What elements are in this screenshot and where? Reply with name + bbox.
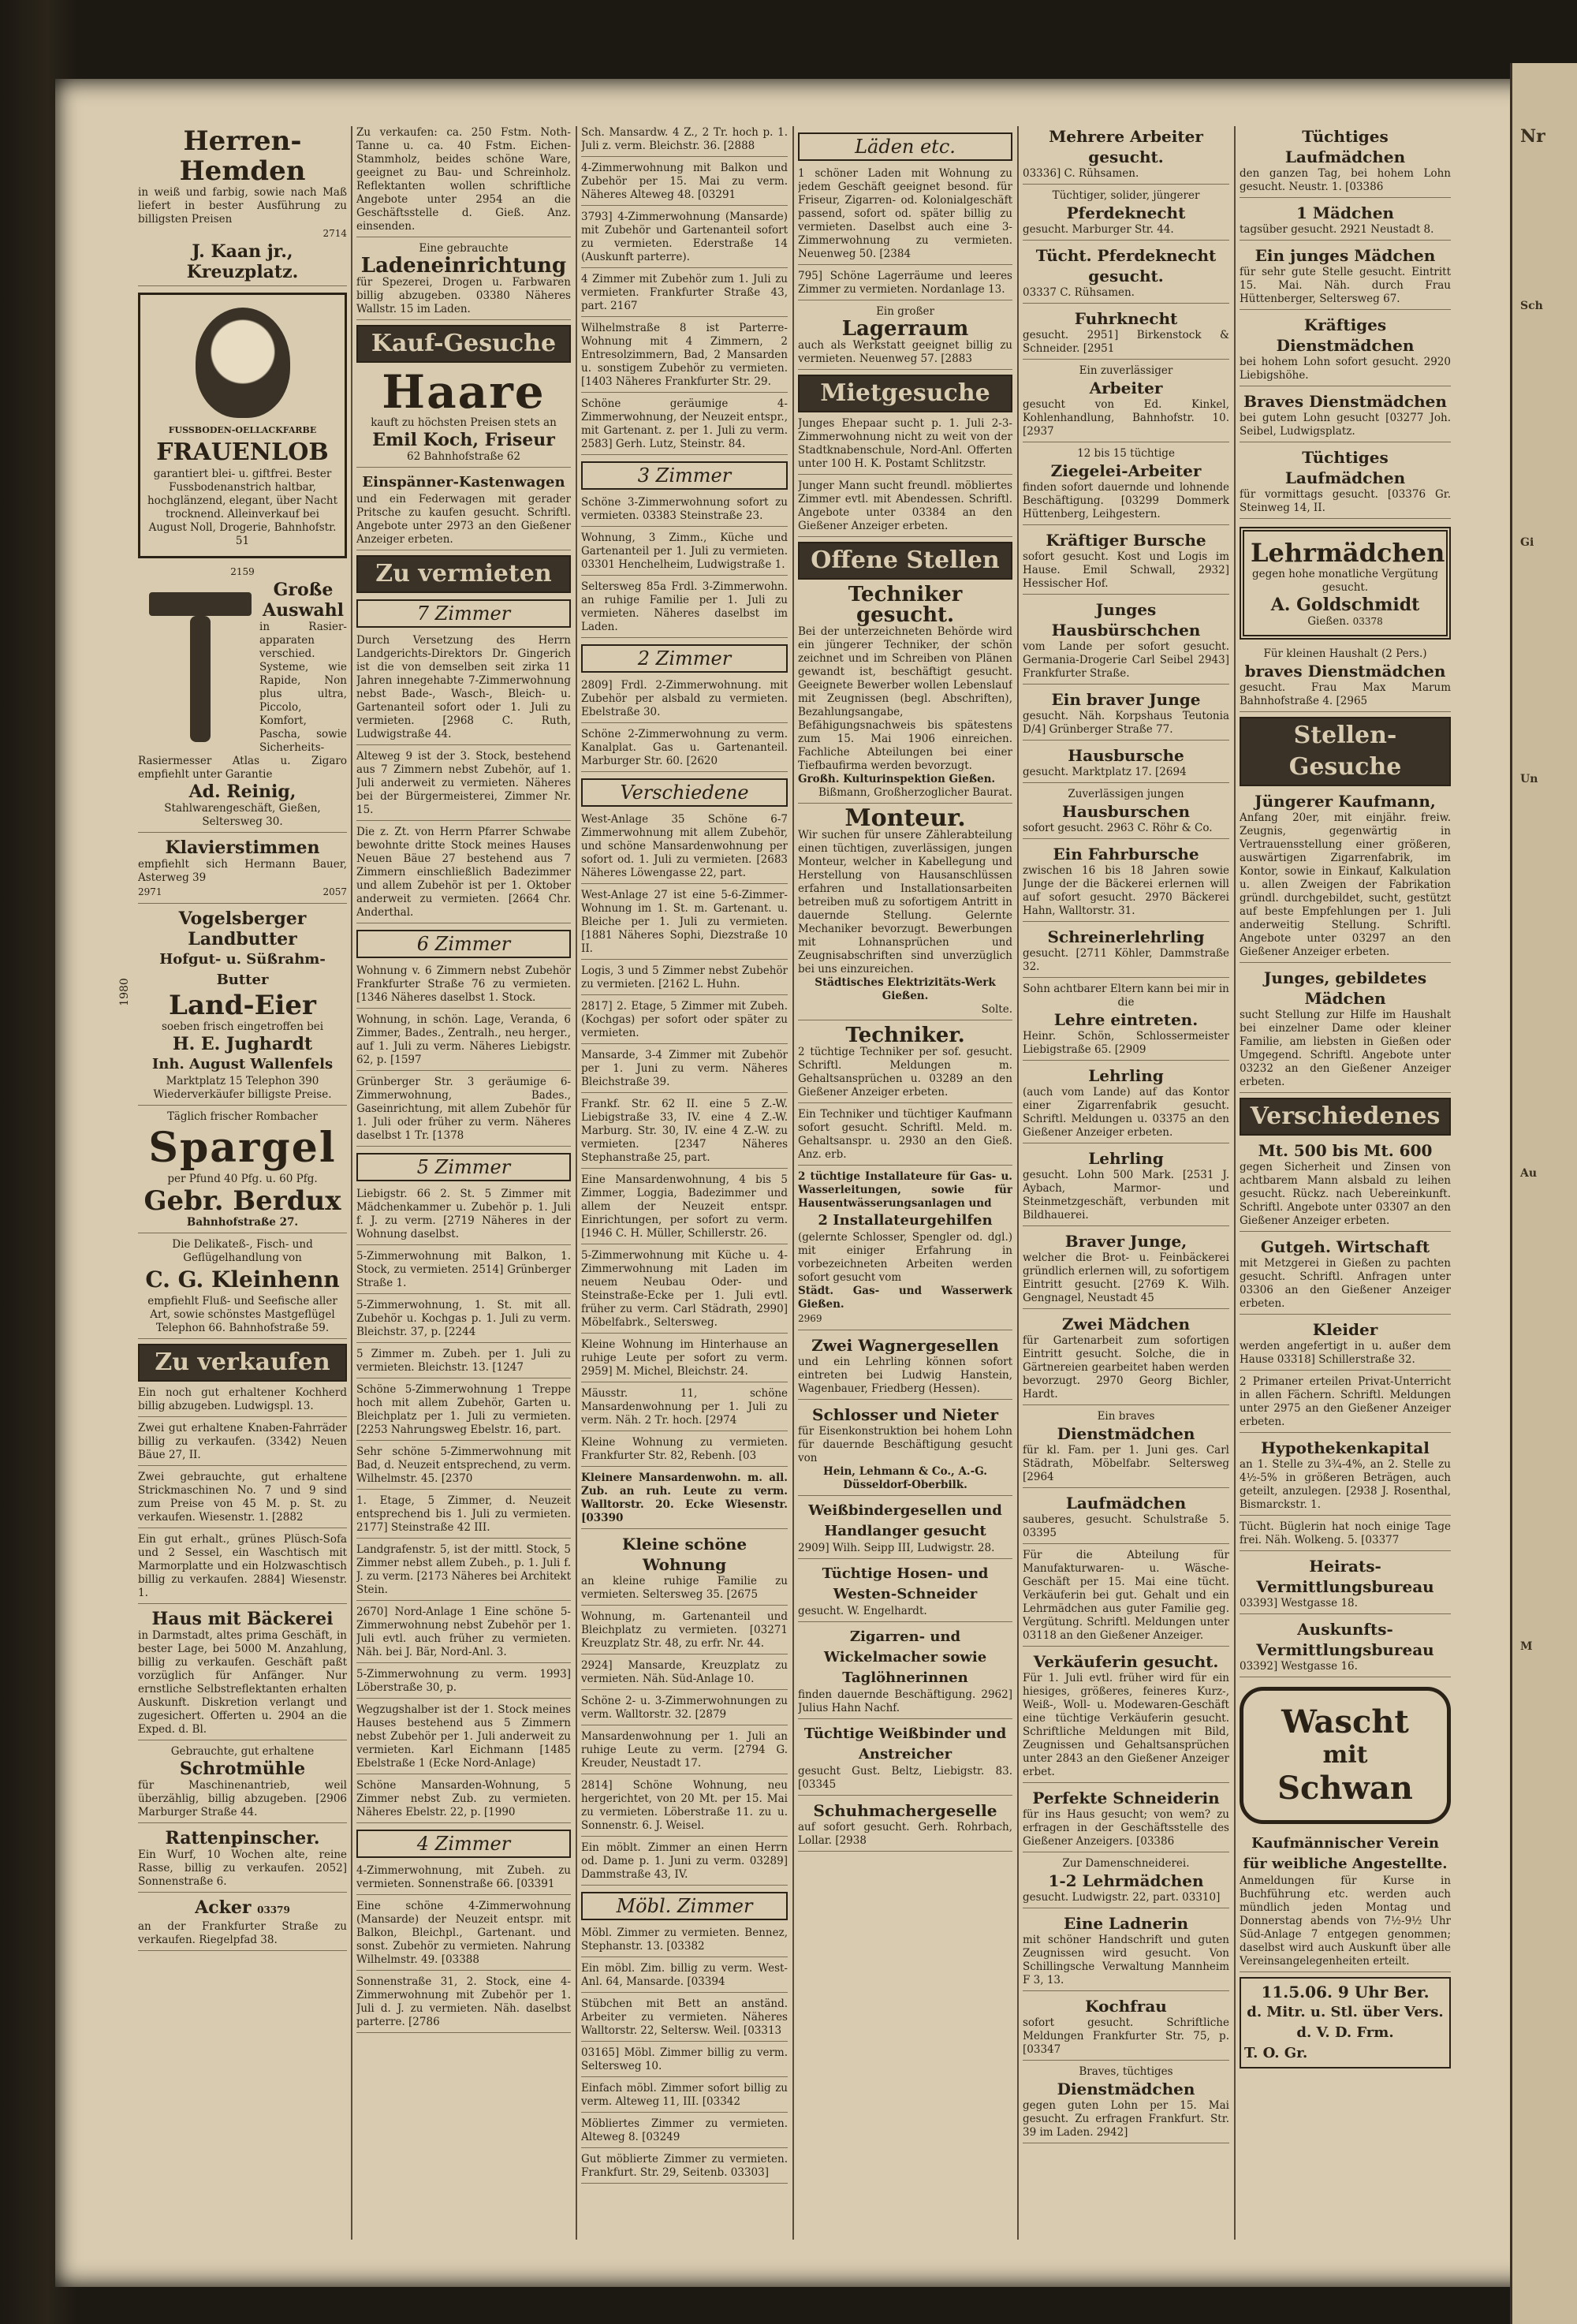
ad-frauenlob: FUSSBODEN-OELLACKFARBE FRAUENLOB garantiert blei- u. giftfrei. Bester Fussbodenanstrich haltbar, hochglänzend, elegant, über Nacht trocknend. Alleinverkauf bei August Noll, Drogerie, Bahnhofstr. 51 [138,293,347,558]
classified-item: Die z. Zt. von Herrn Pfarrer Schwabe bewohnte dritte Stock meines Hauses Neuen Bäue 27 bestehend aus 7 Zimmern einschließlich Badezimmer und allem Zubehör ist per 1. Oktober anderweit zu vermieten. [2664 Chr. Anderthal. [356,826,571,923]
ad-technician: Techniker gesucht. Bei der unterzeichneten Behörde wird ein jüngerer Techniker, der schön zeichnet und im Schreiben von Plänen gewandt ist, beschäftigt gesucht. Geeignete Bewerber wollen Lebenslauf mit Zeugnissen (begl. Abschriften), Bezahlungsangabe, Befähigungsnachweis bis spätestens zum 15. Mai 1906 einreichen. Fachliche Abteilungen bei einer Tiefbaufirma werden bevorzugt. Großh. Kulturinspektion Gießen. Bißmann, Großherzoglicher Baurat. [798,584,1012,804]
classified-ad: Ein junges Mädchen für sehr gute Stelle gesucht. Eintritt 15. Mai. Näh. durch Frau Hüttenberger, Seltersweg 67. [1240,245,1451,310]
woman-portrait-illustration [196,308,290,418]
classified-item: 2670] Nord-Anlage 1 Eine schöne 5-Zimmerwohnung nebst Zubehör per 1. Juli evtl. auch früher zu vermieten. Näh. bei J. Bär, Nord-Anl. 3. [356,1606,571,1663]
ad-title: Lehre eintreten. [1053,1010,1199,1029]
ad-title: Braver Junge, [1064,1232,1187,1251]
column-6 [1240,126,1451,2240]
ad-merchant-association: Kaufmännischer Verein für weibliche Angestellte. Anmeldungen für Kurse in Buchführung etc. werden auch mündlich jeden Montag und Donnerstag abends von 7½-9½ Uhr Süd-Anlage 7 entgegen genommen; daselbst wird auch Auskunft über alle Vereinsangelegenheiten erteilt. [1240,1833,1451,1972]
ad-title: Ziegelei-Arbeiter [1050,461,1202,480]
classified-item: Ein noch gut erhaltener Kochherd billig abzugeben. Ludwigspl. 13. [138,1386,347,1417]
ad-title: Tüchtiges Laufmädchen [1284,448,1406,487]
ad-title: Lehrling [1088,1149,1164,1168]
classified-item: Landgrafenstr. 5, ist der mittl. Stock, 5 Zimmer nebst allem Zubeh., p. 1. Juli f. J. zu verm. [2173 Näheres bei Architekt Stein. [356,1543,571,1601]
ad-asparagus: Täglich frischer Rombacher Spargel per Pfund 40 Pfg. u. 60 Pfg. Gebr. Berdux Bahnhofstraße 27. [138,1110,347,1233]
classified-item: Kleine Wohnung zu vermieten. Frankfurter Str. 82, Rebenh. [03 [581,1436,788,1467]
classified-item: 4-Zimmerwohnung mit Balkon und Zubehör per 15. Mai zu verm. Näheres Alteweg 48. [03291 [581,162,788,206]
classified-ad: Tüchtiges Laufmädchen für vormittags gesucht. [03376 Gr. Steinweg 14, II. [1240,447,1451,519]
classified-item: Zu verkaufen: ca. 250 Fstm. Noth-Tanne u. ca. 40 Fstm. Eichen-Stammholz, beides schöne Ware, geeignet zu Bau- und Schreinholz. Reflektanten wollen schriftliche Angebote unter 2954 an die Geschäftsstelle d. Gieß. Anz. einsenden. [356,126,571,237]
classified-item: Ein Techniker und tüchtiger Kaufmann sofort gesucht. Schriftl. Meld. m. Gehaltsanspr. u. 2930 an den Gieß. Anz. erb. [798,1108,1012,1166]
ad-title: Tüchtiges Laufmädchen [1284,127,1406,166]
classified-item: Schöne Mansarden-Wohnung, 5 Zimmer nebst Zub. zu vermieten. Näheres Ebelstr. 22, p. [1990 [356,1779,571,1823]
classified-ad: 1 Mädchen tagsüber gesucht. 2921 Neustadt 8. [1240,203,1451,241]
classified-item: West-Anlage 27 ist eine 5-6-Zimmer-Wohnung im 1. St. m. Gartenant. u. Bleiche per 1. Juli zu vermieten. [1881 Näheres Sophi, Diezstraße 10 II. [581,889,788,960]
ad-title: Ein braver Junge [1051,690,1201,709]
ad-hair: Haare kauft zu höchsten Preisen stets an Emil Koch, Friseur 62 Bahnhofstraße 62 [356,367,571,468]
classified-item: Seltersweg 85a Frdl. 3-Zimmerwohn. an ruhige Familie per 1. Juli zu vermieten. Näheres daselbst im Laden. [581,580,788,638]
section-band-situations-wanted: Stellen-Gesuche [1240,717,1451,786]
classified-item: Grünberger Str. 3 geräumige 6-Zimmerwohnung, Bades., Gaseinrichtung, mit allem Zubehör für 1. Juli oder früher zu verm. Näheres daselbst 1 Tr. [1378 [356,1076,571,1147]
subheading-2-rooms: 2 Zimmer [581,644,788,673]
section-band-vacancies: Offene Stellen [798,542,1012,580]
ad-bakery-house: Haus mit Bäckerei in Darmstadt, altes prima Geschäft, in bester Lage, bei 5000 M. Anzahlung, billig zu verkaufen. Geschäft paßt vorzüglich für Anfänger. Nur ernstliche Selbstreflektanten erhalten Auskunft. Diskretion verlangt und zugesichert. Offerten u. 2904 an die Exped. d. Bl. [138,1609,347,1740]
classified-item: 4-Zimmerwohnung, mit Zubeh. zu vermieten. Sonnenstraße 66. [03391 [356,1864,571,1895]
ad-title: Junges, gebildetes Mädchen [1263,968,1427,1008]
ad-title: Mt. 500 bis Mt. 600 [1258,1141,1433,1160]
razor-illustration [141,584,259,750]
classified-item: Durch Versetzung des Herrn Landgerichts-Direktors Dr. Gingerich ist die von demselben seit zirka 11 Jahren innegehabte 7-Zimmerwohnung nebst Bade-, Wasch-, Bleich- u. Gartenanteil sofort oder 1. Juli zu vermieten. [2968 C. Ruth, Ludwigstraße 44. [356,634,571,745]
classified-item: Gut möblierte Zimmer zu vermieten. Frankfurt. Str. 29, Seitenb. 03303] [581,2153,788,2184]
classified-item: Schöne 5-Zimmerwohnung 1 Treppe hoch mit allem Zubehör, Garten u. Bleichplatz per 1. Juli zu vermieten. [2253 Nahrungsweg Ebelstr. 16, part. [356,1383,571,1441]
classified-item: Zwei gebrauchte, gut erhaltene Strickmaschinen No. 7 und 9 sind zum Preise von 45 M. p. St. zu verkaufen. Wiesenstr. 1. [2882 [138,1471,347,1528]
classified-ad: Tüchtiger, solider, jüngerer Pferdeknecht gesucht. Marburger Str. 44. [1023,189,1229,241]
classified-ad: Kochfrau sofort gesucht. Schriftliche Meldungen Frankfurter Str. 75, p. [03347 [1023,1996,1229,2061]
ad-shop-fittings: Eine gebrauchte Ladeneinrichtung für Spezerei, Drogen u. Farbwaren billig abzugeben. 03380 Näheres Wallstr. 15 im Laden. [356,242,571,320]
ad-title: Hypothekenkapital [1261,1438,1430,1457]
classified-item: Stübchen mit Bett an anständ. Arbeiter zu vermieten. Näheres Walltorstr. 22, Seltersw. Weil. [03313 [581,1998,788,2042]
classified-item: Sehr schöne 5-Zimmerwohnung mit Bad, d. Neuzeit entsprechend, zu verm. Wilhelmstr. 45. [2370 [356,1446,571,1490]
ad-title: Eine Ladnerin [1063,1914,1189,1933]
ad-title: Jüngerer Kaufmann, [1255,792,1436,811]
ad-title: Kleider [1312,1320,1378,1339]
ad-painters: Weißbindergesellen und Handlanger gesucht 2909] Wilh. Seipp III, Ludwigstr. 28. [798,1501,1012,1559]
classified-item: Mäusstr. 11, schöne Mansardenwohnung per 1. Juli zu verm. Näh. 2 Tr. hoch. [2974 [581,1387,788,1431]
ad-title: Dienstmädchen [1057,1424,1195,1443]
ad-kleinhenn: Die Delikateß-, Fisch- und Geflügelhandlung von C. G. Kleinhenn empfiehlt Fluß- und Seefische aller Art, sowie schönstes Mastgeflügel Telephon 66. Bahnhofstraße 59. [138,1238,347,1339]
classified-item: 2809] Frdl. 2-Zimmerwohnung. mit Zubehör per alsbald zu vermieten. Ebelstraße 30. [581,679,788,723]
classified-ad: Kleider werden angefertigt in u. außer dem Hause 03318] Schillerstraße 32. [1240,1319,1451,1371]
classified-ad: Schreinerlehrling gesucht. [2711 Köhler, Dammstraße 32. [1023,927,1229,978]
classified-item: Mansarde, 3-4 Zimmer mit Zubehör per 1. Juni zu verm. Näheres Bleichstraße 39. [581,1049,788,1093]
ad-butter: Vogelsberger Landbutter Hofgut- u. Süßrahm-Butter Land-Eier soeben frisch eingetroffen bei H. E. Jughardt Inh. August Wallenfels Marktplatz 15 Telephon 390 Wiederverkäufer billigste Preise. [138,908,347,1106]
classified-item: Sonnenstraße 31, 2. Stock, eine 4-Zimmerwohnung mit Zubehör per 1. Juli d. J. zu vermieten. Näh. daselbst parterre. [2786 [356,1975,571,2033]
column-3 [581,126,788,2240]
ad-title: 1-2 Lehrmädchen [1048,1871,1204,1890]
classified-ad: Zur Damenschneiderei. 1-2 Lehrmädchen gesucht. Ludwigstr. 22, part. 03310] [1023,1857,1229,1908]
ad-shoemaker: Schuhmachergeselle auf sofort gesucht. Gerh. Rohrbach, Lollar. [2938 [798,1800,1012,1852]
section-band-for-sale: Zu verkaufen [138,1344,347,1382]
classified-item: Wohnung, 3 Zimm., Küche und Gartenanteil per 1. Juli zu vermieten. 03301 Henchelheim, Ludwigstraße 1. [581,532,788,576]
ad-title: Ein Fahrbursche [1053,845,1199,864]
classified-ad: Auskunfts-Vermittlungsbureau 03392] Westgasse 16. [1240,1619,1451,1677]
ad-title: Hausbursche [1068,746,1184,765]
column-1: Herren-Hemden in weiß und farbig, sowie nach Maß liefert in bester Ausführung zu billigsten Preisen 2714 J. Kaan jr., Kreuzplatz. FUSSBODEN-OELLACKFARBE FRAUENLOB garantiert blei- u. giftfrei. Bester Fussbodenanstrich haltbar, hochglänzend, elegant, über Nacht trocknend. Alleinverkauf bei August Noll, Drogerie, Bahnhofstr. 51 2159 Große Auswahl in Rasier-apparaten verschied. Systeme, wie Rapide, Non plus ultra, Piccolo, Komfort, Pascha, sowie Sicherheits-Rasiermesser Atlas u. Zigaro empfiehlt unter Garantie Ad. Reinig, Stahlwarengeschäft, Gießen, Seltersweg 30. Klavierstimmen empfiehlt sich Hermann Bauer, Asterweg 39 2971 2057 Vogelsberger Landbutter Hofgut- u. Süßrahm-Butter Land-Eier soeben frisch eingetroffen bei H. E. Jughardt Inh. August Wallenfels Marktplatz 15 Telephon 390 Wiederverkäufer billigste Preise. Täglich frischer Rombacher Spargel per Pfund 40 Pfg. u. 60 Pfg. Gebr. Berdux Bahnhofstraße 27. Die Delikateß-, Fisch- und Geflügelhandlung von C. G. Kleinhenn empfiehlt Fluß- und Seefische aller Art, sowie schönstes Mastgeflügel Telephon 66. Bahnhofstraße 59. Zu verkaufen Ein noch gut erhaltener Kochherd billig abzugeben. Ludwigspl. 13. Zwei gut erhaltene Knaben-Fahrräder billig zu verkaufen. (3342) Neuen Bäue 27, II. Zwei gebrauchte, gut erhaltene Strickmaschinen No. 7 und 9 sind zum Preise von 45 M. p. St. zu verkaufen. Wiesenstr. 1. [2882 Ein gut erhalt., grünes Plüsch-Sofa und 2 Sessel, ein Waschtisch mit Marmorplatte und ein Holzwaschtisch billig zu verkaufen. 2884] Wiesenstr. 1. Haus mit Bäckerei in Darmstadt, altes prima Geschäft, in bester Lage, bei 5000 M. Anzahlung, billig zu verkaufen. Geschäft paßt vorzüglich für Anfänger. Nur ernstliche Selbstreflektanten erhalten Auskunft. Diskretion verlangt und zugesichert. Offerten u. 2904 an die Exped. d. Bl. Gebrauchte, gut erhaltene Schrotmühle für Maschinenantrieb, weil überzählig, billig abzugeben. [2906 Marburger Straße 44. Rattenpinscher. Ein Wurf, 10 Wochen alte, reine Rasse, billig zu verkaufen. 2052] Sonnenstraße 6. Acker 03379 an der Frankfurter Straße zu verkaufen. Riegelpfad 38. [138,126,347,2240]
classified-item: Eine schöne 4-Zimmerwohnung (Mansarde) der Neuzeit entspr. mit Balkon, Bleichpl., Gartenant. und sonst. Zubehör zu vermieten. Nahrung Wilhelmstr. 49. [03388 [356,1900,571,1971]
ad-razor: Große Auswahl in Rasier-apparaten verschied. Systeme, wie Rapide, Non plus ultra, Piccolo, Komfort, Pascha, sowie Sicherheits-Rasiermesser Atlas u. Zigaro empfiehlt unter Garantie Ad. Reinig, Stahlwarengeschäft, Gießen, Seltersweg 30. [138,580,347,833]
classified-item: Zwei gut erhaltene Knaben-Fahrräder billig zu verkaufen. (3342) Neuen Bäue 27, II. [138,1422,347,1466]
subheading-7-rooms: 7 Zimmer [356,599,571,628]
classified-item: Schöne 2-Zimmerwohnung zu verm. Kanalplat. Gas u. Gartenanteil. Marburger Str. 60. [2620 [581,728,788,772]
subheading-6-rooms: 6 Zimmer [356,930,571,958]
classified-ad: Ein braves Dienstmädchen für kl. Fam. per 1. Juni ges. Carl Städrath, Möbelfabr. Seltersweg [2964 [1023,1410,1229,1488]
classified-ad: Sohn achtbarer Eltern kann bei mir in die Lehre eintreten. Heinr. Schön, Schlossermeister Liebigstraße 65. [2909 [1023,983,1229,1061]
column-rule [351,126,352,2240]
classified-ad: Braver Junge, welcher die Brot- u. Feinbäckerei gründlich erlernen will, zu sofortigem Eintritt gesucht. [2769 K. Wilh. Gengnagel, Neustadt 45 [1023,1231,1229,1309]
ad-title: 1 Mädchen [1296,203,1394,222]
classified-ad: Tücht. Büglerin hat noch einige Tage frei. Näh. Wolkeng. 5. [03377 [1240,1520,1451,1551]
column-rule [576,126,577,2240]
classified-item: Möbliertes Zimmer zu vermieten. Alteweg 8. [03249 [581,2117,788,2148]
classified-ad: Hausbursche gesucht. Marktplatz 17. [2694 [1023,745,1229,783]
column-4 [798,126,1012,2240]
ad-title: Hausburschen [1062,802,1190,821]
classified-item: 03165] Möbl. Zimmer billig zu verm. Seltersweg 10. [581,2046,788,2077]
ad-title: Tücht. Pferdeknecht gesucht. [1035,246,1217,285]
ad-title: Lehrling [1088,1066,1164,1085]
ad-field: Acker 03379 an der Frankfurter Straße zu verkaufen. Riegelpfad 38. [138,1897,347,1951]
classified-ad: Braves Dienstmädchen bei gutem Lohn gesucht [03277 Joh. Seibel, Ludwigsplatz. [1240,391,1451,442]
subheading-furnished-rooms: Möbl. Zimmer [581,1892,788,1920]
classified-ad: Ein zuverlässiger Arbeiter gesucht von Ed. Kinkel, Kohlenhandlung, Bahnhofstr. 10. [2937 [1023,364,1229,442]
classified-item: 5-Zimmerwohnung mit Küche u. 4-Zimmerwohnung mit Laden im neuem Neubau Oder- und Steinstraße-Ecke per 1. Juli evtl. früher zu verm. Carl Städrath, 2990] Möbelfabrk., Seltersweg. [581,1249,788,1334]
classified-ad: Zwei Mädchen für Gartenarbeit zum sofortigen Eintritt gesucht. Solche, die in Gärtnereien gearbeitet haben werden bevorzugt. 2970 Georg Bichler, Hardt. [1023,1314,1229,1405]
classified-item: Liebigstr. 66 2. St. 5 Zimmer mit Mädchenkammer u. Zubehör p. 1. Juli f. J. zu verm. [2719 Näheres in der Wohnung daselbst. [356,1188,571,1245]
classified-item: Eine Mansardenwohnung, 4 bis 5 Zimmer, Loggia, Badezimmer und allem der Neuzeit entspr. Einrichtungen, per sofort zu verm. [1946 C. H. Müller, Schillerstr. 26. [581,1173,788,1244]
classified-ad: Gutgeh. Wirtschaft mit Metzgerei in Gießen zu pachten gesucht. Schriftl. Anfragen unter 03306 an den Gießener Anzeiger erbeten. [1240,1237,1451,1315]
classified-item: Wohnung v. 6 Zimmern nebst Zubehör Frankfurter Straße 76 zu vermieten. [1346 Näheres daselbst 1. Stock. [356,964,571,1009]
ad-fitter: Monteur. Wir suchen für unsere Zählerabteilung einen tüchtigen, zuverlässigen, jungen Monteur, welcher in Kabellegung und Herstellung von Hausanschlüssen erfahren und Installationsarbeiten betreiben muß zu sofortigem Antritt in dauernde Stellung. Gelernte Mechaniker bevorzugt. Bewerbungen mit Lohnansprüchen und Zeugnisabschriften sind unverzüglich bei uns einzureichen. Städtisches Elektrizitäts-Werk Gießen. Solte. [798,808,1012,1020]
ad-rat-terrier: Rattenpinscher. Ein Wurf, 10 Wochen alte, reine Rasse, billig zu verkaufen. 2052] Sonnenstraße 6. [138,1828,347,1893]
classified-ad: Zuverlässigen jungen Hausburschen sofort gesucht. 2963 C. Röhr & Co. [1023,788,1229,839]
ad-technician-2: Techniker. 2 tüchtige Techniker per sof. gesucht. Schriftl. Meldungen m. Gehaltsansprüchen u. 03289 an den Gießener Anzeiger erbeten. [798,1025,1012,1103]
subheading-3-rooms: 3 Zimmer [581,461,788,490]
ad-maid: Für kleinen Haushalt (2 Pers.) braves Dienstmädchen gesucht. Frau Max Marum Bahnhofstraße 4. [2965 [1240,647,1451,712]
classified-ad: Fuhrknecht gesucht. 2951] Birkenstock & Schneider. [2951 [1023,308,1229,360]
ad-title: Pferdeknecht [1066,203,1186,222]
classified-ad: Kräftiges Dienstmädchen bei hohem Lohn sofort gesucht. 2920 Liebigshöhe. [1240,315,1451,386]
ad-whitewashers: Tüchtige Weißbinder und Anstreicher gesucht Gust. Beltz, Liebigstr. 83. [03345 [798,1724,1012,1796]
subheading-various: Verschiedene [581,778,788,807]
classified-ad: Tüchtiges Laufmädchen den ganzen Tag, bei hohem Lohn gesucht. Neustr. 1. [03386 [1240,126,1451,198]
classified-item: Junger Mann sucht freundl. möbliertes Zimmer evtl. mit Abendessen. Schriftl. Angebote unter 03384 an den Gießener Anzeiger erbeten. [798,479,1012,537]
classified-item: Wegzugshalber ist der 1. Stock meines Hauses bestehend aus 5 Zimmern nebst Zubehör per 1. Juli anderweit zu vermieten. Karl Eichmann [1485 Ebelstraße 1 (Ecke Nord-Anlage) [356,1703,571,1774]
classified-item: Alteweg 9 ist der 3. Stock, bestehend aus 7 Zimmern nebst Zubehör, auf 1. Juli anderweit zu vermieten. Näheres bei der Bürgermeisterei, Zimmer Nr. 15. [356,750,571,821]
ad-title: Auskunfts-Vermittlungsbureau [1256,1620,1434,1659]
classified-item: 1 schöner Laden mit Wohnung zu jedem Geschäft geeignet besond. für Friseur, Zigarren- od. Kolonialgeschäft passend, sofort od. später billig zu vermieten. Daselbst auch eine 3-Zimmerwohnung zu vermieten. Neuenweg 50. [2384 [798,167,1012,265]
classified-item: Junges Ehepaar sucht p. 1. Juli 2-3-Zimmerwohnung nicht zu weit von der Stadtknabenschule, Nord-Anl. Offerten unter 100 H. K. Postamt Schlitzstr. [798,417,1012,475]
classified-item: 5-Zimmerwohnung zu verm. 1993] Löberstraße 30, p. [356,1668,571,1699]
classified-item: Schöne 2- u. 3-Zimmerwohnungen zu verm. Walltorstr. 32. [2879 [581,1695,788,1725]
classified-item: Kleinere Mansardenwohn. m. all. Zub. an ruh. Leute zu verm. Walltorstr. 20. Ecke Wiesenstr. [03390 [581,1472,788,1529]
classified-ad: Für die Abteilung für Manufakturwaren- u. Wäsche-Geschäft per 15. Mai eine tücht. Verkäuferin bei gut. Gehalt und ein Lehrmädchen aus guter Familie geg. Vergütung. Schriftl. Meldungen unter 03118 an den Gießener Anzeiger. [1023,1549,1229,1647]
ad-title: Verkäuferin gesucht. [1033,1652,1219,1671]
ad-title: Dienstmädchen [1057,2080,1195,2098]
classified-item: 1. Etage, 5 Zimmer, d. Neuzeit entsprechend bis 1. Juli zu vermieten. 2177] Steinstraße 42 III. [356,1494,571,1539]
column-rule [1017,126,1019,2240]
ad-piano-tuning: Klavierstimmen empfiehlt sich Hermann Bauer, Asterweg 39 2971 2057 [138,837,347,904]
classified-ad: Eine Ladnerin mit schöner Handschrift und guten Zeugnissen wird gesucht. Von Schillingsche Verwaltung Mannheim F 3, 13. [1023,1913,1229,1991]
subheading-shops: Läden etc. [798,132,1012,161]
classified-ad: Ein braver Junge gesucht. Näh. Korpshaus Teutonia D/4] Grünberger Straße 77. [1023,689,1229,740]
ad-tailors: Tüchtige Hosen- und Westen-Schneider gesucht. W. Engelhardt. [798,1564,1012,1622]
classified-item: 4 Zimmer mit Zubehör zum 1. Juli zu vermieten. Frankfurter Straße 43, part. 2167 [581,273,788,317]
page-number: 1980 [117,978,131,1006]
classified-item: Logis, 3 und 5 Zimmer nebst Zubehör zu vermieten. [2162 L. Huhn. [581,964,788,995]
classified-item: Ein möblt. Zimmer an einen Herrn od. Dame p. 1. Juni zu verm. 03289] Dammstraße 43, IV. [581,1841,788,1886]
column-2 [356,126,571,2240]
ad-title: Kochfrau [1085,1997,1167,2016]
ad-title: Arbeiter [1089,379,1163,397]
section-band-to-let: Zu vermieten [356,555,571,593]
classified-item: 2814] Schöne Wohnung, neu hergerichtet, von 20 Mt. per 15. Mai zu vermieten. Löberstraße 11. zu u. Sonnenstr. 6. J. Weisel. [581,1779,788,1837]
classified-ad: Mehrere Arbeiter gesucht. 03336] C. Rühsamen. [1023,126,1229,185]
adjacent-page-edge: Nr Sch Gi Un Au M [1510,63,1577,2324]
ad-title: Schreinerlehrling [1047,927,1205,946]
classified-item: Kleine Wohnung im Hinterhause an ruhige Leute per sofort zu verm. 2959] M. Michel, Bleichstr. 24. [581,1338,788,1382]
section-band-miscellaneous: Verschiedenes [1240,1098,1451,1136]
classified-item: Einfach möbl. Zimmer sofort billig zu verm. Alteweg 11, III. [03342 [581,2082,788,2113]
classified-ad: Laufmädchen sauberes, gesucht. Schulstraße 5. 03395 [1023,1493,1229,1544]
classified-ad: 2 Primaner erteilen Privat-Unterricht in allen Fächern. Schriftl. Meldungen unter 2975 an den Gießener Anzeiger erbeten. [1240,1375,1451,1433]
ad-title: Kräftiges Dienstmädchen [1276,315,1415,355]
classified-ad: Mt. 500 bis Mt. 600 gegen Sicherheit und Zinsen von achtbarem Mann alsbald zu leihen gesucht. Rückz. nach Uebereinkunft. Schriftl. Angebote unter 03307 an den Gießener Anzeiger erbeten. [1240,1140,1451,1232]
classified-item: Wohnung, m. Gartenanteil und Bleichplatz zu vermieten. [03271 Kreuzplatz Str. 48, zu erfr. Nr. 44. [581,1610,788,1654]
column-rule [1234,126,1236,2240]
section-band-wanted-to-rent: Mietgesuche [798,375,1012,412]
ad-grinding-mill: Gebrauchte, gut erhaltene Schrotmühle für Maschinenantrieb, weil überzählig, billig abzugeben. [2906 Marburger Straße 44. [138,1745,347,1823]
ad-wagon: Einspänner-Kastenwagen und ein Federwagen mit gerader Pritsche zu kaufen gesucht. Schriftl. Angebote unter 2973 an den Gießener Anzeiger erbeten. [356,472,571,550]
classified-ad: 12 bis 15 tüchtige Ziegelei-Arbeiter finden sofort dauernde und lohnende Beschäftigung. [03299 Dommerk Hüttenberg, Leihgestern. [1023,447,1229,525]
classified-item: Wohnung, in schön. Lage, Veranda, 6 Zimmer, Bades., Zentralh., neu herger., auf 1. Juli zu verm. Näheres Liebigstr. 62, p. [1597 [356,1013,571,1071]
classified-item: 5-Zimmerwohnung, 1. St. mit all. Zubehör u. Kochgas p. 1. Juli zu verm. Bleichstr. 37, p. [2244 [356,1299,571,1343]
section-band-wanted-to-buy: Kauf-Gesuche [356,325,571,363]
ad-lodge-notice: 11.5.06. 9 Uhr Ber. d. Mitr. u. Stl. über Vers. d. V. D. Frm. T. O. Gr. [1240,1977,1451,2068]
ad-title: Braves Dienstmädchen [1243,392,1447,411]
classified-ad: Jüngerer Kaufmann, Anfang 20er, mit einjähr. freiw. Zeugnis, gegenwärtig in Vertrauensstellung einer größeren, auswärtigen Zigarrenfabrik, im Kontor, sowie in Einkauf, Kalkulation u. allen Zweigen der Fabrikation gründl. durchgebildet, sucht, gestützt auf beste Empfehlungen per 1. Juli anderweitig Stellung. Schriftl. Angebote unter 03297 an den Gießener Anzeiger erbeten. [1240,791,1451,963]
ad-title: Heirats-Vermittlungsbureau [1256,1557,1434,1596]
ad-title: Gutgeh. Wirtschaft [1260,1237,1430,1256]
classified-ad: Lehrling gesucht. Lohn 500 Mark. [2531 J. Aybach, Marmor- und Steinmetzgeschäft, verbunden mit Bildhauerei. [1023,1148,1229,1226]
classified-ad: Tücht. Pferdeknecht gesucht. 03337 C. Rühsamen. [1023,245,1229,304]
classified-ad: Ein Fahrbursche zwischen 16 bis 18 Jahren sowie Junge der die Bäckerei erlernen will auf sofort gesucht. 2970 Bäckerei Hahn, Walltorstr. 31. [1023,844,1229,922]
classified-item: West-Anlage 35 Schöne 6-7 Zimmerwohnung mit allem Zubehör, und schöne Mansardenwohnung per sofort od. 1. Juli zu vermieten. [2683 Näheres Löwengasse 22, part. [581,813,788,884]
ad-title: Ein junges Mädchen [1255,246,1436,265]
ad-title: Perfekte Schneiderin [1032,1789,1220,1807]
classified-item: 5 Zimmer m. Zubeh. per 1. Juli zu vermieten. Bleichstr. 13. [1247 [356,1348,571,1378]
subheading-4-rooms: 4 Zimmer [356,1830,571,1858]
classified-item: Schöne geräumige 4-Zimmerwohnung, der Neuzeit entspr., mit Gartenant. z. per 1. Juli zu verm. 2583] Gerh. Lutz, Steinstr. 84. [581,397,788,455]
classified-ad: Verkäuferin gesucht. Für 1. Juli evtl. früher wird für ein hiesiges, größeres, feineres Kurz-, Weiß-, Woll- u. Modewaren-Geschäft eine tüchtige Verkäuferin gesucht. Schriftliche Meldungen mit Bild, Zeugnissen und Gehaltsansprüchen unter 2843 an den Gießener Anzeiger erbet. [1023,1651,1229,1783]
ad-locksmiths: Schlosser und Nieter für Eisenkonstruktion bei hohem Lohn für dauernde Beschäftigung gesucht von Hein, Lehmann & Co., A.-G. Düsseldorf-Oberbilk. [798,1404,1012,1496]
ad-installers: 2 tüchtige Installateure für Gas- u. Wasserleitungen, sowie für Hausentwässerungsanlagen und 2 Installateurgehilfen (gelernte Schlosser, Spengler od. dgl.) mit einiger Erfahrung in vorbezeichneten Arbeiten werden sofort gesucht vom Städt. Gas- und Wasserwerk Gießen. 2969 [798,1170,1012,1330]
classified-ad: Braves, tüchtiges Dienstmädchen gegen guten Lohn per 15. Mai gesucht. Zu erfragen Frankfurt. Str. 39 im Laden. 2942] [1023,2065,1229,2143]
ad-storage-room: Ein großer Lagerraum auch als Werkstatt geeignet billig zu vermieten. Neuenweg 57. [2883 [798,305,1012,370]
classified-ad: Junges Hausbürschchen vom Lande per sofort gesucht. Germania-Drogerie Carl Seibel 2943] Frankfurter Straße. [1023,599,1229,685]
classified-ad: Perfekte Schneiderin für ins Haus gesucht; von wem? zu erfragen in der Geschäftsstelle des Gießener Anzeigers. [03386 [1023,1788,1229,1852]
ad-title: Herren-Hemden [179,126,306,187]
classified-item: 2924] Mansarde, Kreuzplatz zu vermieten. Näh. Süd-Anlage 10. [581,1659,788,1690]
classified-ad: Lehrling (auch vom Lande) auf das Kontor einer Zigarrenfabrik gesucht. Schriftl. Meldungen u. 03375 an den Gießener Anzeiger erbeten. [1023,1065,1229,1143]
column-rule [792,126,794,2240]
classified-ad: Hypothekenkapital an 1. Stelle zu 3¾-4%, an 2. Stelle zu 4½-5% in größeren Beträgen, auch geteilt, anzulegen. [2938 J. Rosenthal, Bismarckstr. 1. [1240,1438,1451,1516]
ad-title: Mehrere Arbeiter gesucht. [1049,127,1203,166]
classified-item: Wilhelmstraße 8 ist Parterre-Wohnung mit 4 Zimmern, 2 Entresolzimmern, Bad, 2 Mansarden u. sonstigem Zubehör zu vermieten. [1403 Näheres Frankfurter Str. 29. [581,322,788,393]
classified-ad: Kräftiger Bursche sofort gesucht. Kost und Logis im Hause. Emil Schwall, 2932] Hessischer Hof. [1023,530,1229,595]
classified-item: Schöne 3-Zimmerwohnung sofort zu vermieten. 03383 Steinstraße 23. [581,496,788,527]
subheading-5-rooms: 5 Zimmer [356,1153,571,1181]
classified-item: Möbl. Zimmer zu vermieten. Bennez, Stephanstr. 13. [03382 [581,1927,788,1957]
ad-title: Zwei Mädchen [1061,1315,1191,1334]
classified-item: 2817] 2. Etage, 5 Zimmer mit Zubeh. (Kochgas) per sofort oder später zu vermieten. [581,1000,788,1044]
ad-schwan-soap: Wascht mit Schwan [1240,1687,1451,1824]
ad-title: Laufmädchen [1065,1494,1187,1513]
ad-title: Kräftiger Bursche [1046,531,1206,550]
ad-wheelwrights: Zwei Wagnergesellen und ein Lehrling können sofort eintreten bei Ludwig Hanstein, Wagenbauer, Friedberg (Hessen). [798,1335,1012,1400]
classified-item: Mansardenwohnung per 1. Juli an ruhige Leute zu verm. [2794 G. Kreuder, Neustadt 17. [581,1730,788,1774]
classified-item: Sch. Mansardw. 4 Z., 2 Tr. hoch p. 1. Juli z. verm. Bleichstr. 36. [2888 [581,126,788,157]
ad-apprentice-girl: Lehrmädchen gegen hohe monatliche Vergütung gesucht. A. Goldschmidt Gießen. 03378 [1240,527,1451,640]
classified-item: 795] Schöne Lagerräume und leeres Zimmer zu vermieten. Nordanlage 13. [798,270,1012,300]
ad-shirts: Herren-Hemden in weiß und farbig, sowie nach Maß liefert in bester Ausführung zu billigsten Preisen 2714 J. Kaan jr., Kreuzplatz. [138,126,347,286]
classified-item: Ein möbl. Zim. billig zu verm. West-Anl. 64, Mansarde. [03394 [581,1962,788,1993]
ad-cigar-makers: Zigarren- und Wickelmacher sowie Taglöhnerinnen finden dauernde Beschäftigung. 2962] Julius Hahn Nachf. [798,1627,1012,1719]
classified-item: Frankf. Str. 62 II. eine 5 Z.-W. Liebigstraße 33, IV. eine 4 Z.-W. Marburg. Str. 30, IV. eine 4 Z.-W. zu vermieten. [2347 Näheres Stephanstraße 25, part. [581,1098,788,1169]
classified-item: 5-Zimmerwohnung mit Balkon, 1. Stock, zu vermieten. 2514] Grünberger Straße 1. [356,1250,571,1294]
column-5 [1023,126,1229,2240]
ad-small-flat: Kleine schöne Wohnung an kleine ruhige Familie zu vermieten. Seltersweg 35. [2675 [581,1534,788,1606]
ad-title: Junges Hausbürschchen [1051,600,1201,640]
classified-item: 3793] 4-Zimmerwohnung (Mansarde) mit Zubehör und Gartenanteil sofort zu vermieten. Ederstraße 14 (Auskunft parterre). [581,211,788,268]
classified-ad: Junges, gebildetes Mädchen sucht Stellung zur Hilfe im Haushalt bei einzelner Dame oder kleiner Familie, am liebsten in Gießen oder Umgegend. Schriftl. Angebote unter 03232 an den Gießener Anzeiger erbeten. [1240,968,1451,1093]
classified-ad: Heirats-Vermittlungsbureau 03393] Westgasse 18. [1240,1556,1451,1614]
ad-title: Fuhrknecht [1074,309,1178,328]
classified-item: Ein gut erhalt., grünes Plüsch-Sofa und 2 Sessel, ein Waschtisch mit Marmorplatte und ein Holzwaschtisch billig zu verkaufen. 2884] Wiesenstr. 1. [138,1533,347,1604]
